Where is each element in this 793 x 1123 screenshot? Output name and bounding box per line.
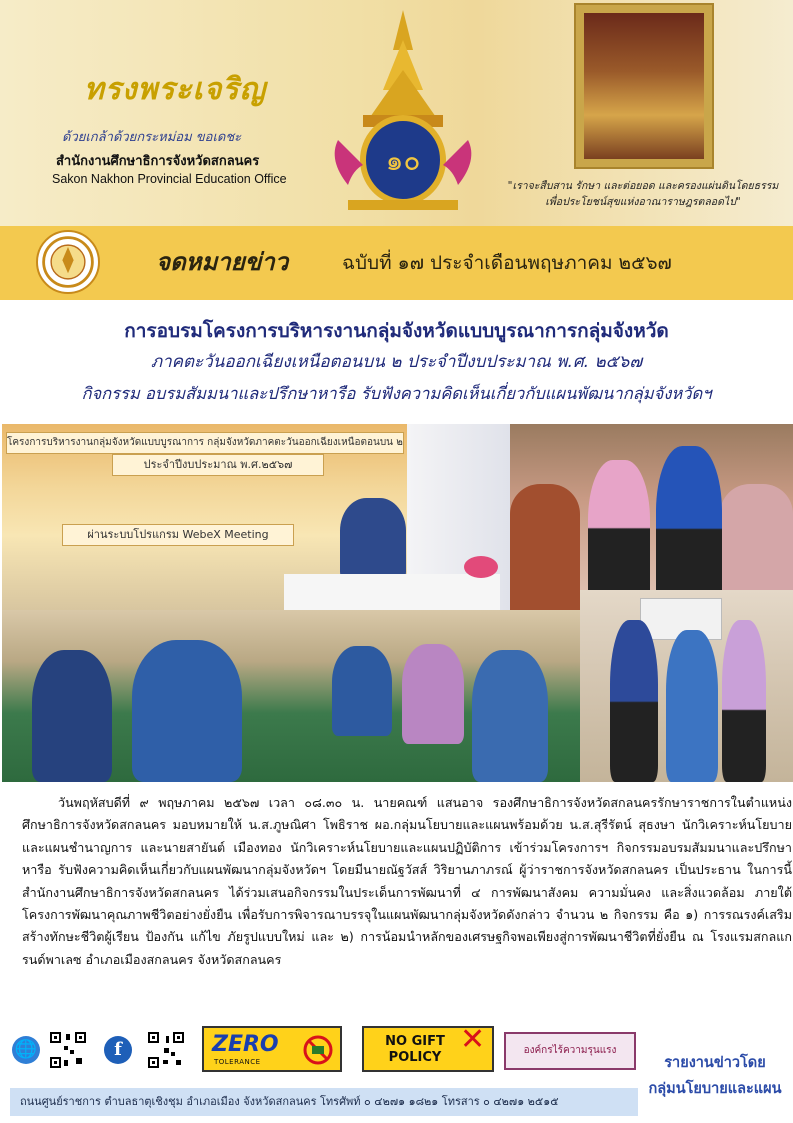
speaker-figure (340, 498, 406, 580)
flower-decoration (464, 556, 498, 578)
royal-quote-line1: "เราจะสืบสาน รักษา และต่อยอด และครองแผ่นดินโดยธรรม (507, 180, 779, 192)
no-bribe-hand-icon (300, 1034, 336, 1066)
photo-officials (510, 424, 793, 610)
participant-figure (402, 644, 464, 744)
facebook-icon[interactable]: f (104, 1036, 132, 1064)
report-by-line2: กลุ่มนโยบายและแผน (648, 1081, 782, 1097)
newsletter-issue: ฉบับที่ ๑๗ ประจำเดือนพฤษภาคม ๒๕๖๗ (342, 252, 672, 274)
cross-icon: ✕ (460, 1022, 486, 1057)
chair-left (510, 484, 580, 610)
group-person (666, 630, 718, 782)
royal-portrait (574, 3, 714, 169)
royal-quote-line2: เพื่อประโยชน์สุขแห่งอาณาราษฎรตลอดไป" (545, 196, 741, 208)
podium-table (284, 574, 500, 610)
office-name-th: สำนักงานศึกษาธิการจังหวัดสกลนคร (56, 154, 260, 169)
official-right-figure (656, 446, 722, 610)
no-gift-policy-text: NO GIFT POLICY (385, 1034, 445, 1065)
svg-text:๑๐: ๑๐ (385, 144, 421, 177)
portrait-image (584, 13, 704, 159)
official-left-figure (588, 460, 650, 610)
headline-line2: ภาคตะวันออกเฉียงเหนือตอนบน ๒ ประจำปีงบประมาณ พ.ศ. ๒๕๖๗ (150, 352, 643, 372)
headline-line3: กิจกรรม อบรมสัมมนาและปรึกษาหารือ รับฟังความคิดเห็นเกี่ยวกับแผนพัฒนากลุ่มจังหวัดฯ (81, 384, 712, 403)
participant-figure (132, 640, 242, 782)
participant-figure (472, 650, 548, 782)
qr-code-website[interactable] (48, 1030, 88, 1070)
banner-line1: โครงการบริหารงานกลุ่มจังหวัดแบบบูรณาการ กลุ่มจังหวัดภาคตะวันออกเฉียงเหนือตอนบน ๒ (6, 432, 404, 454)
photo-group (580, 590, 793, 782)
dedication-text: ด้วยเกล้าด้วยกระหม่อม ขอเดชะ (62, 130, 242, 145)
article-body: วันพฤหัสบดีที่ ๙ พฤษภาคม ๒๕๖๗ เวลา ๐๘.๓๐ น. นายคณฑ์ แสนอาจ รองศึกษาธิการจังหวัดสกลนครรักษาราชการในตำแหน่งศึกษาธิการจังหวัดสกลนคร มอบหมายให้ น.ส.ภูษณิศา โพธิราช ผอ.กลุ่มนโยบายและแผนพร้อมด้วย น.ส.สุรีรัตน์ สุธงษา นักวิเคราะห์นโยบายและแผนชำนาญการ และนายสายันต์ เมืองทอง นักวิเคราะห์นโยบายและแผนปฏิบัติการ เข้าร่วมโครงการฯ กิจกรรมอบรมสัมมนาและปรึกษาหารือ รับฟังความคิดเห็นเกี่ยวกับแผนพัฒนากลุ่มจังหวัดฯ โดยมีนายณัฐวัสส์ วิริยานภาภรณ์ ผู้ว่าราชการจังหวัดสกลนคร เป็นประธาน ในการนี้สำนักงานศึกษาธิการจังหวัดสกลนคร ได้ร่วมเสนอกิจกรรมในประเด็นการพัฒนาที่ ๔ การพัฒนาสังคม ความมั่นคง และสิ่งแวดล้อม ภายใต้โครงการพัฒนาคุณภาพชีวิตอย่างยั่งยืน เพื่อรับการพิจารณาบรรจุในแผนพัฒนากลุ่มจังหวัดดังกล่าว จำนวน ๒ กิจกรรม คือ ๑) การรณรงค์เสริมสร้างทักษะชีวิตผู้เรียน ป้องกัน แก้ไข ภัยรูปแบบใหม่ และ ๒) การน้อมนำหลักของเศรษฐกิจพอเพียงสู่การพัฒนาชีวิตที่ยั่งยืน ณ โรงแรมสกลแกรนด์พาเลซ อำเภอเมืองสกลนคร จังหวัดสกลนคร (22, 795, 792, 967)
divider (0, 296, 793, 300)
banner-line2: ประจำปีงบประมาณ พ.ศ.๒๕๖๗ (112, 454, 324, 476)
no-gift-policy-badge (362, 1022, 494, 1072)
newsletter-bar (0, 226, 793, 296)
headline-line1: การอบรมโครงการบริหารงานกลุ่มจังหวัดแบบบูรณาการกลุ่มจังหวัด (124, 320, 669, 342)
royal-header (0, 0, 793, 226)
report-by (640, 1050, 790, 1102)
royal-emblem-icon (318, 10, 488, 215)
contact-address: ถนนศูนย์ราชการ ตำบลธาตุเชิงชุม อำเภอเมือง จังหวัดสกลนคร โทรศัพท์ ๐ ๔๒๗๑ ๑๘๒๑ โทรสาร ๐ ๔๒๗๑ ๒๕๑๕ (10, 1088, 638, 1116)
participant-figure (32, 650, 112, 782)
group-person (722, 620, 766, 782)
website-globe-icon[interactable]: 🌐 (12, 1036, 40, 1064)
anti-violence-badge: องค์กรไร้ความรุนแรง (504, 1032, 636, 1070)
zero-tolerance-sub: TOLERANCE (214, 1058, 261, 1066)
royal-quote (493, 178, 793, 210)
ministry-seal-icon (36, 230, 100, 294)
participant-figure (332, 646, 392, 736)
group-person (610, 620, 658, 782)
banner-webex: ผ่านระบบโปรแกรม WebeX Meeting (62, 524, 294, 546)
zero-tolerance-badge (202, 1026, 342, 1072)
photo-participants (2, 610, 580, 782)
zero-tolerance-title: ZERO (212, 1032, 279, 1057)
photo-meeting-banner (2, 424, 510, 610)
royal-title: ทรงพระเจริญ (84, 72, 267, 107)
qr-code-facebook[interactable] (146, 1030, 186, 1070)
newsletter-title: จดหมายข่าว (156, 247, 289, 276)
report-by-line1: รายงานข่าวโดย (664, 1055, 766, 1071)
office-name-en: Sakon Nakhon Provincial Education Office (52, 172, 287, 186)
